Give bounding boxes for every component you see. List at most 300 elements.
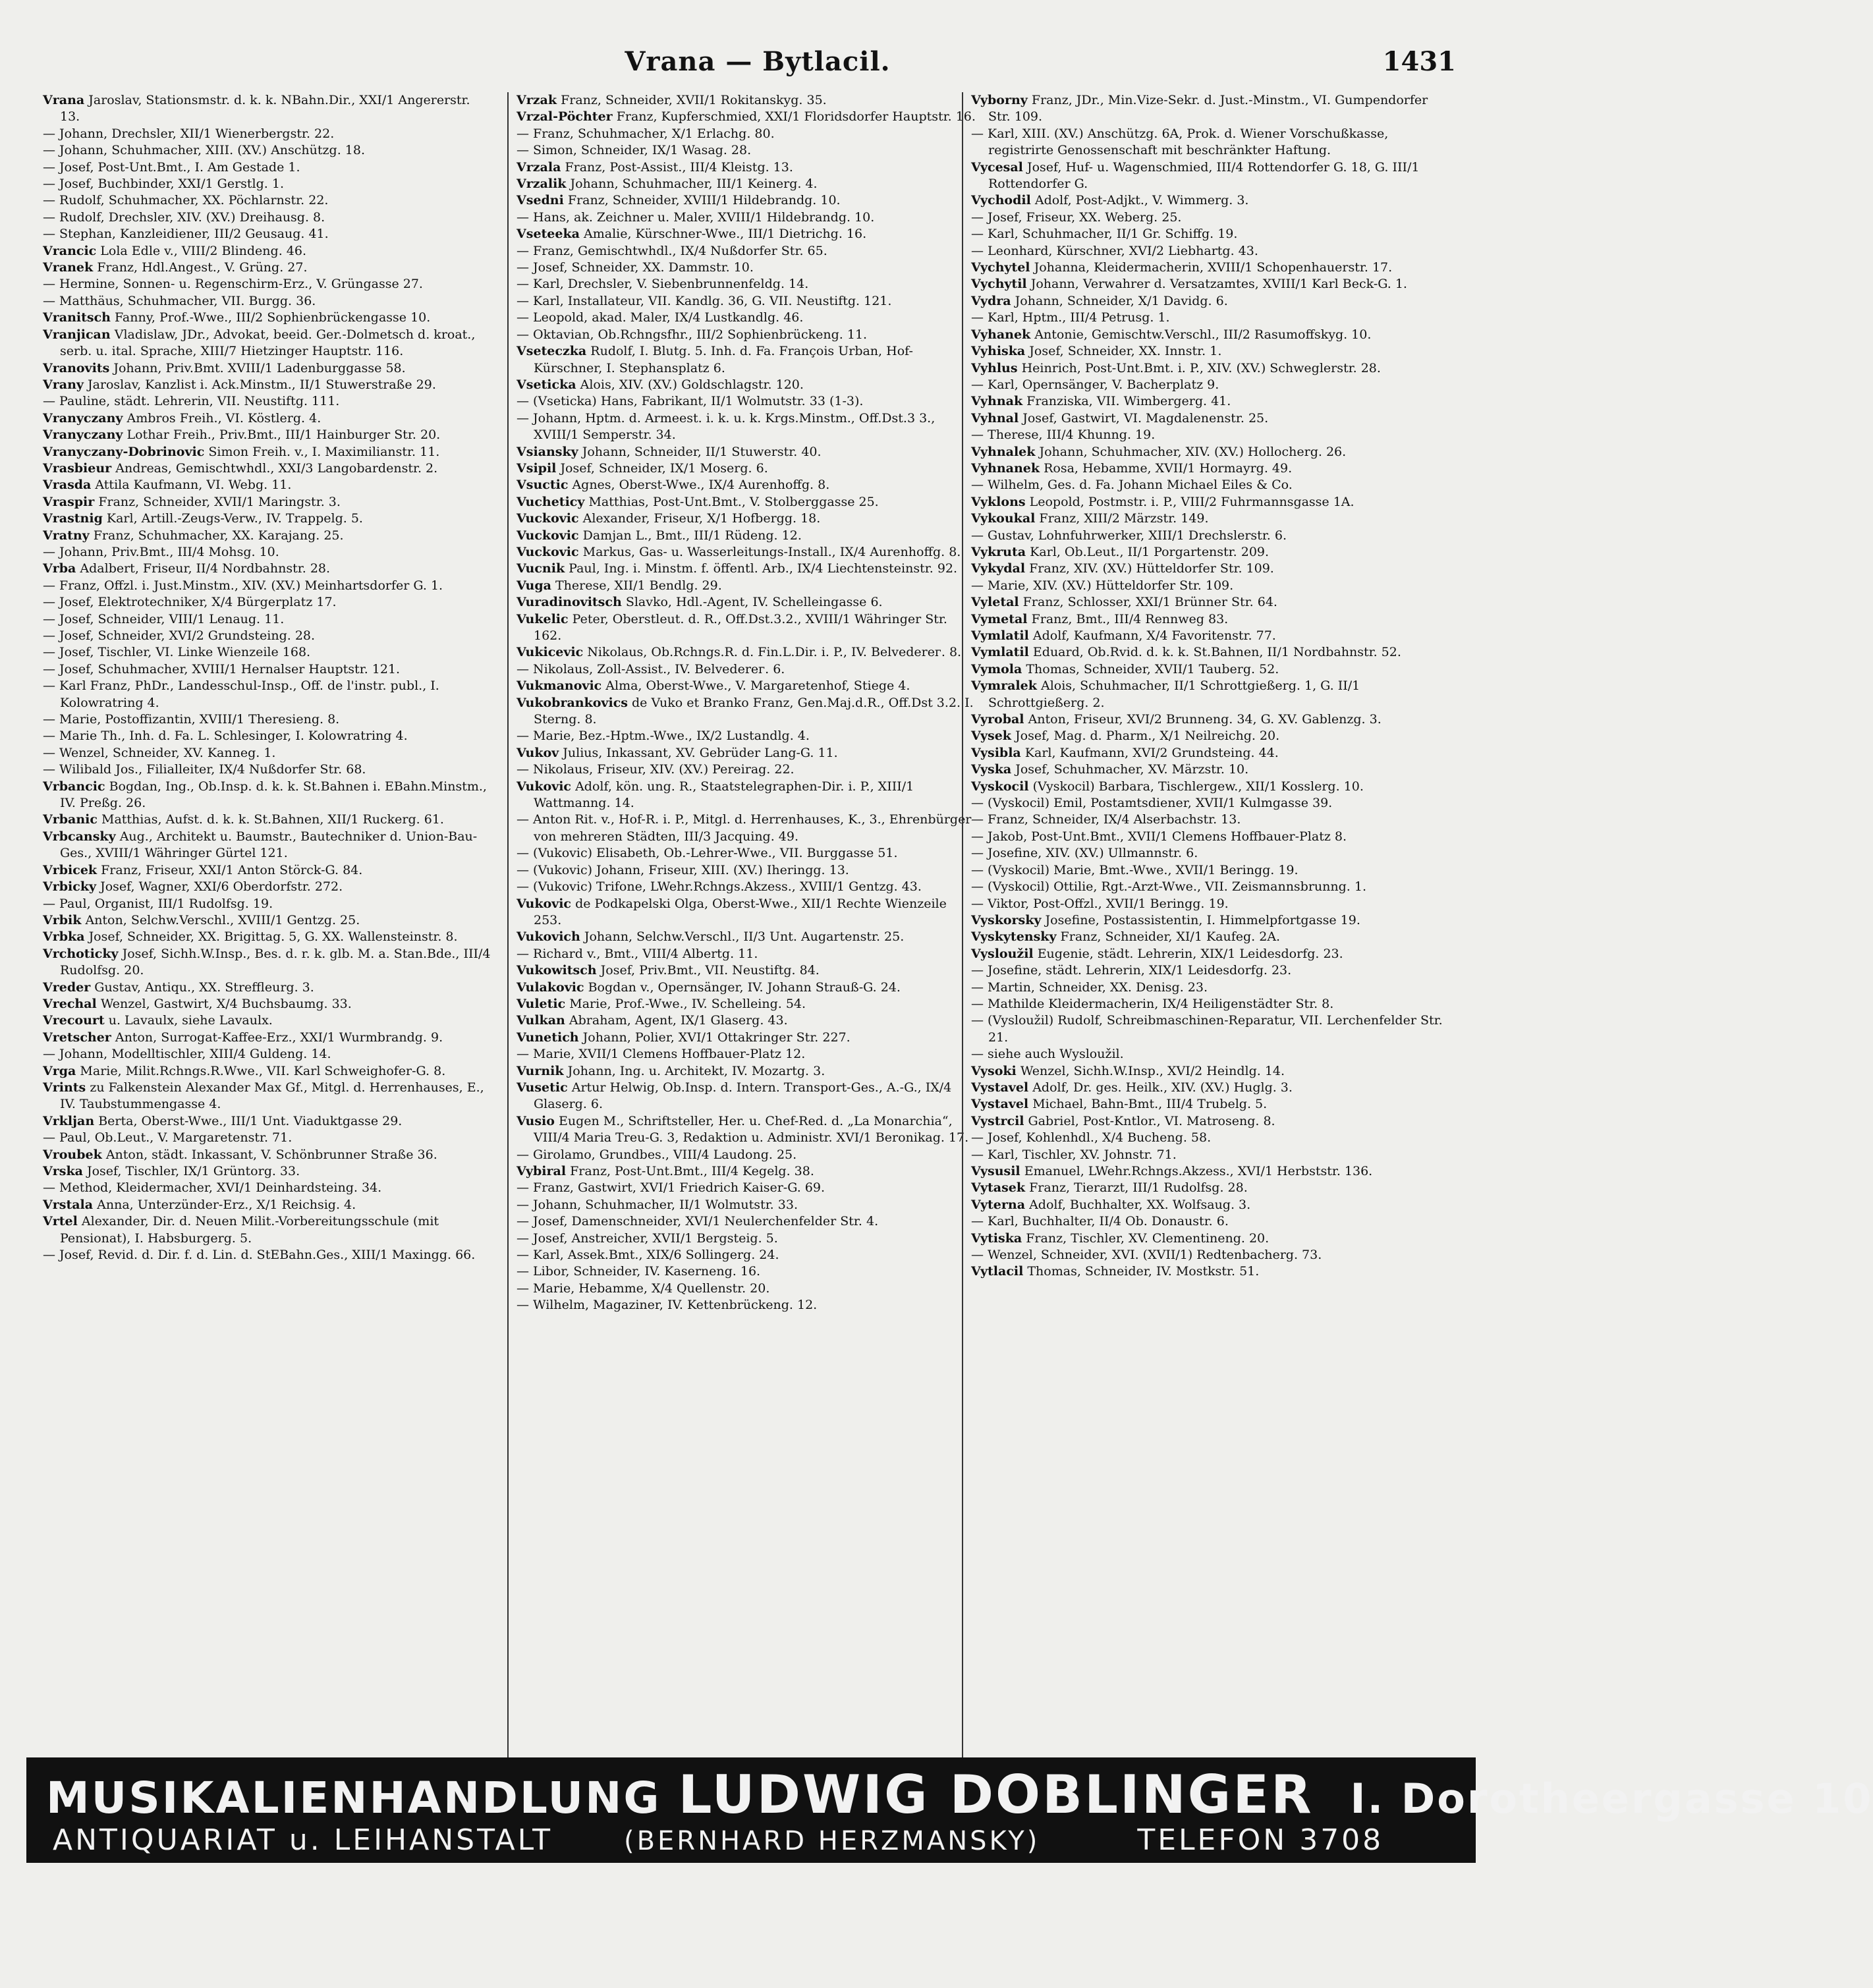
- directory-entry: [517, 109, 978, 125]
- directory-entry: [971, 393, 1452, 410]
- directory-entry: [43, 1197, 491, 1213]
- entry-surname: Vyklons: [971, 494, 1026, 509]
- entry-details: Heinrich, Post-Unt.Bmt. i. P., XIV. (XV.) Schweglerstr. 28.: [1021, 360, 1381, 375]
- entry-details: — Wilhelm, Magaziner, IV. Kettenbrückeng. 12.: [517, 1298, 818, 1313]
- directory-entry: [971, 1180, 1452, 1196]
- directory-entry: [517, 611, 978, 645]
- directory-entry: [43, 377, 491, 393]
- ad-line-1: [46, 1764, 1873, 1825]
- directory-entry: [971, 427, 1452, 443]
- entry-surname: Vyskocil: [971, 779, 1029, 794]
- entry-details: — Wilhelm, Ges. d. Fa. Johann Michael Eiles & Co.: [971, 478, 1293, 493]
- entry-surname: Vuradinovitsch: [517, 595, 622, 610]
- directory-entry: [43, 544, 491, 561]
- directory-entry: [517, 1063, 978, 1080]
- ad-shop-name: LUDWIG DOBLINGER: [678, 1764, 1314, 1825]
- entry-details: — (Vukovic) Trifone, LWehr.Rchngs.Akzess., XVIII/1 Gentzg. 43.: [517, 879, 922, 895]
- entry-details: — Karl, Schuhmacher, II/1 Gr. Schiffg. 19.: [971, 227, 1238, 242]
- page-title: Vrana — Bytlacil.: [625, 46, 891, 77]
- directory-entry: [971, 594, 1452, 611]
- directory-entry: [517, 410, 978, 444]
- entry-surname: Vrbik: [43, 912, 82, 927]
- entry-details: Abraham, Agent, IX/1 Glaserg. 43.: [569, 1013, 788, 1028]
- entry-details: — Marie, XVII/1 Clemens Hoffbauer-Platz 12.: [517, 1047, 806, 1062]
- entry-details: — (Vyskocil) Ottilie, Rgt.-Arzt-Wwe., VII. Zeismannsbrunng. 1.: [971, 879, 1367, 895]
- directory-entry: [43, 528, 491, 544]
- entry-details: — Franz, Schuhmacher, X/1 Erlachg. 80.: [517, 126, 775, 141]
- directory-entry: [517, 845, 978, 862]
- directory-entry: [43, 1113, 491, 1130]
- directory-entry: [517, 561, 978, 577]
- entry-details: — Therese, III/4 Khunng. 19.: [971, 428, 1156, 443]
- entry-details: Eduard, Ob.Rvid. d. k. k. St.Bahnen, II/1 Nordbahnstr. 52.: [1032, 645, 1401, 660]
- directory-entry: [517, 377, 978, 393]
- directory-entry: [517, 678, 978, 694]
- entry-surname: Vulkan: [517, 1013, 565, 1028]
- entry-details: Johann, Ing. u. Architekt, IV. Mozartg. 3.: [567, 1063, 825, 1078]
- directory-entry: [517, 260, 978, 276]
- directory-entry: [517, 343, 978, 377]
- entry-surname: Vrbicky: [43, 879, 97, 895]
- directory-entry: [971, 1230, 1452, 1247]
- entry-surname: Vymetal: [971, 611, 1028, 626]
- entry-details: — Karl, Buchhalter, II/4 Ob. Donaustr. 6.: [971, 1214, 1229, 1229]
- directory-entry: [43, 1012, 491, 1029]
- entry-details: — Josef, Damenschneider, XVI/1 Neulerchenfelder Str. 4.: [517, 1214, 879, 1229]
- directory-entry: [43, 912, 491, 929]
- entry-details: — Nikolaus, Friseur, XIV. (XV.) Pereirag. 22.: [517, 762, 795, 777]
- entry-details: Aug., Architekt u. Baumstr., Bautechniker d. Union-Bau-Ges., XVIII/1 Währinger Gürtel 121.: [60, 829, 478, 861]
- directory-entry: [43, 578, 491, 594]
- entry-details: — Johann, Schuhmacher, XIII. (XV.) Anschützg. 18.: [43, 143, 365, 158]
- directory-entry: [43, 511, 491, 527]
- directory-entry: [517, 1046, 978, 1063]
- entry-details: — Karl, Opernsänger, V. Bacherplatz 9.: [971, 377, 1219, 392]
- directory-entry: [971, 1163, 1452, 1180]
- entry-details: Josef, Schuhmacher, XV. Märzstr. 10.: [1015, 762, 1249, 777]
- directory-entry: [43, 661, 491, 678]
- entry-details: — Josef, Kohlenhdl., X/4 Bucheng. 58.: [971, 1130, 1212, 1146]
- entry-details: — Gustav, Lohnfuhrwerker, XIII/1 Drechslerstr. 6.: [971, 528, 1287, 543]
- directory-entry: [517, 393, 978, 410]
- ad-telephone: TELEFON 3708: [1137, 1823, 1384, 1857]
- directory-entry: [43, 92, 491, 126]
- directory-entry: [517, 578, 978, 594]
- entry-surname: Vreder: [43, 980, 91, 995]
- entry-details: Emanuel, LWehr.Rchngs.Akzess., XVI/1 Herbststr. 136.: [1024, 1164, 1373, 1178]
- directory-entry: [971, 92, 1452, 126]
- directory-entry: [43, 327, 491, 360]
- entry-details: — Leopold, akad. Maler, IX/4 Lustkandlg. 46.: [517, 310, 804, 325]
- entry-details: Johanna, Kleidermacherin, XVIII/1 Schopenhauerstr. 17.: [1034, 260, 1393, 275]
- directory-entry: [971, 929, 1452, 945]
- entry-details: Anton, städt. Inkassant, V. Schönbrunner Straße 36.: [105, 1147, 437, 1162]
- entry-details: Bogdan, Ing., Ob.Insp. d. k. k. St.Bahnen i. EBahn.Minstm., IV. Preßg. 26.: [60, 779, 487, 811]
- entry-surname: Vuga: [517, 578, 551, 593]
- entry-surname: Vyborny: [971, 93, 1028, 107]
- directory-entry: [43, 678, 491, 711]
- directory-entry: [43, 896, 491, 912]
- entry-surname: Vymola: [971, 661, 1022, 676]
- entry-details: Karl, Artill.-Zeugs-Verw., IV. Trappelg. 5.: [106, 511, 363, 526]
- entry-details: — Stephan, Kanzleidiener, III/2 Geusaug. 41.: [43, 227, 329, 242]
- directory-entry: [971, 862, 1452, 879]
- entry-details: Anna, Unterzünder-Erz., X/1 Reichsig. 4.: [97, 1197, 356, 1212]
- entry-surname: Vychytel: [971, 260, 1030, 275]
- entry-details: — Leonhard, Kürschner, XVI/2 Liebhartg. 43.: [971, 243, 1258, 258]
- directory-entry: [971, 192, 1452, 209]
- entry-details: — Josef, Schuhmacher, XVIII/1 Hernalser Hauptstr. 121.: [43, 661, 401, 676]
- entry-surname: Vrtel: [43, 1214, 78, 1229]
- directory-entry: [971, 644, 1452, 661]
- directory-entry: [971, 276, 1452, 292]
- entry-details: — Franz, Gastwirt, XVI/1 Friedrich Kaiser-G. 69.: [517, 1180, 825, 1196]
- entry-details: Eugenie, städt. Lehrerin, XIX/1 Leidesdorfg. 23.: [1037, 946, 1343, 961]
- directory-entry: [43, 980, 491, 996]
- directory-entry: [43, 1046, 491, 1063]
- entry-surname: Vranyczany: [43, 410, 123, 426]
- entry-surname: Vranjican: [43, 327, 111, 342]
- directory-entry: [43, 1163, 491, 1180]
- entry-surname: Vrastnig: [43, 511, 103, 526]
- entry-surname: Vytiska: [971, 1230, 1022, 1246]
- directory-entry: [517, 1163, 978, 1180]
- directory-entry: [43, 1063, 491, 1080]
- entry-surname: Vunetich: [517, 1030, 579, 1045]
- entry-surname: Vrzal-Pöchter: [517, 109, 613, 124]
- entry-details: — Pauline, städt. Lehrerin, VII. Neustiftg. 111.: [43, 394, 340, 409]
- directory-entry: [517, 444, 978, 460]
- directory-entry: [971, 209, 1452, 226]
- directory-entry: [517, 1180, 978, 1196]
- directory-entry: [971, 996, 1452, 1012]
- entry-details: (Vyskocil) Barbara, Tischlergew., XII/1 Kosslerg. 10.: [1032, 779, 1364, 794]
- entry-details: — Wilibald Jos., Filialleiter, IX/4 Nußdorfer Str. 68.: [43, 762, 366, 777]
- entry-details: — Hans, ak. Zeichner u. Maler, XVIII/1 Hildebrandg. 10.: [517, 209, 875, 225]
- directory-entry: [517, 176, 978, 192]
- entry-details: Josef, Mag. d. Pharm., X/1 Neilreichg. 20.: [1015, 729, 1280, 744]
- directory-entry: [43, 310, 491, 326]
- directory-entry: [517, 962, 978, 979]
- directory-entry: [971, 661, 1452, 678]
- entry-surname: Vukelic: [517, 611, 569, 626]
- entry-details: Vladislaw, JDr., Advokat, beeid. Ger.-Dolmetsch d. kroat., serb. u. ital. Sprache, XIII/7 Hietzinger Hauptstr. 116.: [60, 327, 476, 359]
- directory-entry: [517, 1030, 978, 1046]
- directory-entry: [517, 159, 978, 176]
- directory-entry: [971, 879, 1452, 895]
- ad-address: I. Dorotheergasse 10: [1350, 1775, 1873, 1823]
- entry-surname: Vuckovic: [517, 528, 579, 543]
- entry-details: Matthias, Post-Unt.Bmt., V. Stolberggasse 25.: [588, 494, 879, 509]
- directory-entry: [971, 444, 1452, 460]
- ad-owner: (BERNHARD HERZMANSKY): [623, 1826, 1040, 1856]
- entry-surname: Vuletic: [517, 996, 566, 1011]
- directory-entry: [971, 243, 1452, 260]
- directory-entry: [971, 1263, 1452, 1280]
- directory-entry: [971, 1197, 1452, 1213]
- directory-entry: [43, 1147, 491, 1163]
- entry-details: Alois, Schuhmacher, II/1 Schrottgießerg. 1, G. II/1 Schrottgießerg. 2.: [988, 678, 1360, 710]
- directory-entry: [971, 310, 1452, 326]
- directory-entry: [43, 929, 491, 945]
- entry-details: Leopold, Postmstr. i. P., VIII/2 Fuhrmannsgasse 1A.: [1029, 494, 1355, 509]
- entry-details: Rosa, Hebamme, XVII/1 Hormayrg. 49.: [1044, 460, 1293, 476]
- directory-entry: [971, 896, 1452, 912]
- entry-surname: Vymlatil: [971, 645, 1029, 660]
- directory-entry: [971, 126, 1452, 159]
- entry-details: Nikolaus, Ob.Rchngs.R. d. Fin.L.Dir. i. P., IV. Belvederег. 8.: [587, 645, 962, 660]
- entry-details: Adolf, Post-Adjkt., V. Wimmerg. 3.: [1034, 193, 1249, 208]
- directory-entry: [517, 1247, 978, 1263]
- entry-surname: Vyhiska: [971, 344, 1026, 359]
- entry-details: Berta, Oberst-Wwe., III/1 Unt. Viaduktgasse 29.: [98, 1113, 403, 1128]
- directory-entry: [517, 209, 978, 226]
- entry-details: u. Lavaulx, siehe Lavaulx.: [108, 1013, 273, 1028]
- entry-surname: Vystavel: [971, 1097, 1029, 1112]
- entry-details: — Karl, Hptm., III/4 Petrusg. 1.: [971, 310, 1170, 325]
- entry-details: — Franz, Gemischtwhdl., IX/4 Nußdorfer Str. 65.: [517, 243, 827, 258]
- entry-details: Franziska, VII. Wimbergerg. 41.: [1026, 394, 1231, 409]
- directory-entry: [43, 779, 491, 812]
- entry-surname: Vusetic: [517, 1080, 568, 1095]
- entry-details: Franz, Schuhmacher, XX. Karajang. 25.: [93, 528, 344, 543]
- column-1: [43, 92, 491, 1759]
- directory-entry: [971, 477, 1452, 493]
- entry-surname: Vyhanek: [971, 327, 1031, 342]
- directory-entry: [971, 962, 1452, 979]
- entry-details: Adolf, kön. ung. R., Staatstelegraphen-Dir. i. P., XIII/1 Wattmanng. 14.: [534, 779, 914, 811]
- entry-details: Franz, JDr., Min.Vize-Sekr. d. Just.-Minstm., VI. Gumpendorfer Str. 109.: [988, 93, 1428, 124]
- entry-surname: Vrasbieur: [43, 460, 112, 476]
- entry-details: Marie, Milit.Rchngs.R.Wwe., VII. Karl Schweighofer-G. 8.: [80, 1063, 446, 1078]
- entry-surname: Vyhnanek: [971, 460, 1040, 476]
- entry-details: — Simon, Schneider, IX/1 Wasag. 28.: [517, 143, 752, 158]
- entry-surname: Vsipil: [517, 460, 557, 476]
- directory-entry: [43, 946, 491, 980]
- entry-details: — Josefine, XIV. (XV.) Ullmannstr. 6.: [971, 846, 1198, 861]
- directory-entry: [971, 728, 1452, 744]
- entry-surname: Vrska: [43, 1164, 83, 1178]
- directory-entry: [517, 511, 978, 527]
- entry-details: Franz, Schlosser, XXI/1 Brünner Str. 64.: [1022, 595, 1277, 610]
- entry-details: — Wenzel, Schneider, XV. Kanneg. 1.: [43, 745, 276, 760]
- directory-entry: [43, 761, 491, 778]
- directory-entry: [43, 1213, 491, 1247]
- entry-surname: Vymralek: [971, 678, 1037, 694]
- entry-details: Franz, Post-Assist., III/4 Kleistg. 13.: [565, 159, 793, 175]
- entry-surname: Vyskytensky: [971, 929, 1057, 945]
- entry-surname: Vurnik: [517, 1063, 564, 1078]
- entry-surname: Vystrcil: [971, 1113, 1024, 1128]
- directory-entry: [971, 1213, 1452, 1230]
- entry-details: — Josef, Buchbinder, XXI/1 Gerstlg. 1.: [43, 177, 284, 192]
- entry-details: Wenzel, Gastwirt, X/4 Buchsbaumg. 33.: [100, 996, 352, 1011]
- entry-surname: Vuckovic: [517, 511, 579, 526]
- directory-entry: [517, 142, 978, 159]
- entry-details: Marie, Prof.-Wwe., IV. Schelleing. 54.: [569, 996, 806, 1011]
- entry-details: — Johann, Modelltischler, XIII/4 Guldeng. 14.: [43, 1047, 331, 1062]
- entry-details: — Marie, Postoffizantin, XVIII/1 Theresieng. 8.: [43, 712, 340, 727]
- directory-entry: [517, 276, 978, 292]
- entry-details: — siehe auch Wysloužil.: [971, 1047, 1124, 1062]
- entry-details: Eugen M., Schriftsteller, Her. u. Chef-Red. d. „La Monarchia“, VIII/4 Maria Treu-G. 3, Redaktion u. Administr. XVI/1 Beronikag. 17.: [534, 1113, 969, 1146]
- entry-surname: Vratny: [43, 528, 90, 543]
- entry-details: Thomas, Schneider, XVII/1 Tauberg. 52.: [1026, 661, 1279, 676]
- directory-entry: [517, 327, 978, 343]
- directory-entry: [43, 594, 491, 611]
- directory-entry: [43, 260, 491, 276]
- directory-entry: [517, 862, 978, 879]
- entry-surname: Vrany: [43, 377, 84, 392]
- directory-entry: [43, 159, 491, 176]
- entry-surname: Vrbancic: [43, 779, 105, 794]
- directory-entry: [43, 142, 491, 159]
- entry-surname: Vroubek: [43, 1147, 102, 1162]
- entry-surname: Vukowitsch: [517, 963, 597, 978]
- directory-entry: [971, 711, 1452, 728]
- entry-details: Josef, Schneider, XX. Innstr. 1.: [1029, 344, 1222, 359]
- directory-entry: [43, 561, 491, 577]
- page-header: [46, 46, 1469, 86]
- directory-entry: [43, 728, 491, 744]
- directory-entry: [43, 410, 491, 427]
- directory-entry: [971, 829, 1452, 845]
- directory-entry: [517, 494, 978, 511]
- entry-details: Josef, Wagner, XXI/6 Oberdorfstr. 272.: [100, 879, 343, 895]
- entry-surname: Vrecourt: [43, 1013, 105, 1028]
- entry-details: Markus, Gas- u. Wasserleitungs-Install., IX/4 Aurenhoffg. 8.: [582, 544, 961, 559]
- entry-surname: Vykruta: [971, 544, 1026, 559]
- entry-details: — (Vseticka) Hans, Fabrikant, II/1 Wolmutstr. 33 (1-3).: [517, 394, 864, 409]
- entry-surname: Vukicevic: [517, 645, 584, 660]
- directory-entry: [971, 845, 1452, 862]
- entry-details: Therese, XII/1 Bendlg. 29.: [555, 578, 722, 593]
- directory-entry: [971, 159, 1452, 193]
- directory-entry: [517, 745, 978, 761]
- entry-details: Adolf, Dr. ges. Heilk., XIV. (XV.) Huglg. 3.: [1032, 1080, 1293, 1095]
- entry-surname: Vycesal: [971, 159, 1023, 175]
- directory-entry: [517, 695, 978, 729]
- entry-details: Josef, Huf- u. Wagenschmied, III/4 Rottendorfer G. 18, G. III/1 Rottendorfer G.: [988, 159, 1420, 192]
- entry-details: Artur Helwig, Ob.Insp. d. Intern. Transport-Ges., A.-G., IX/4 Glaserg. 6.: [534, 1080, 952, 1112]
- entry-details: Johann, Verwahrer d. Versatzamtes, XVIII/1 Karl Beck-G. 1.: [1030, 277, 1407, 292]
- entry-details: — Hermine, Sonnen- u. Regenschirm-Erz., V. Grüngasse 27.: [43, 277, 423, 292]
- page-number: 1431: [1382, 46, 1456, 77]
- entry-details: — Rudolf, Schuhmacher, XX. Pöchlarnstr. 22.: [43, 193, 329, 208]
- entry-surname: Vyskorsky: [971, 912, 1042, 927]
- directory-entry: [517, 1297, 978, 1313]
- entry-details: Franz, Schneider, XVII/1 Rokitanskyg. 35.: [561, 93, 827, 107]
- directory-entry: [43, 494, 491, 511]
- directory-entry: [43, 1080, 491, 1113]
- directory-entry: [517, 192, 978, 209]
- entry-details: Agnes, Oberst-Wwe., IX/4 Aurenhoffg. 8.: [572, 478, 830, 493]
- entry-surname: Vranek: [43, 260, 94, 275]
- directory-entry: [517, 126, 978, 142]
- entry-details: Wenzel, Sichh.W.Insp., XVI/2 Heindlg. 14.: [1020, 1063, 1285, 1078]
- directory-entry: [43, 460, 491, 477]
- entry-details: Matthias, Aufst. d. k. k. St.Bahnen, XII/1 Ruckerg. 61.: [101, 812, 444, 827]
- entry-surname: Vrancic: [43, 243, 97, 258]
- entry-details: — Anton Rit. v., Hof-R. i. P., Mitgl. d. Herrenhauses, K., 3., Ehrenbürger von mehreren Städten, III/3 Jacquing. 49.: [517, 812, 972, 844]
- directory-entry: [517, 226, 978, 242]
- entry-surname: Vrzalik: [517, 177, 567, 192]
- entry-surname: Vukov: [517, 745, 559, 760]
- entry-details: — Girolamo, Grundbes., VIII/4 Laudong. 25.: [517, 1147, 797, 1162]
- entry-surname: Vusio: [517, 1113, 555, 1128]
- entry-details: Johann, Schuhmacher, XIV. (XV.) Hollocherg. 26.: [1039, 444, 1347, 459]
- entry-details: — Karl, XIII. (XV.) Anschützg. 6A, Prok. d. Wiener Vorschußkasse, registrirte Genossenschaft mit beschränkter Haftung.: [971, 126, 1389, 158]
- directory-entry: [517, 812, 978, 845]
- directory-entry: [517, 460, 978, 477]
- directory-entry: [43, 1030, 491, 1046]
- entry-surname: Vranitsch: [43, 310, 111, 325]
- advertisement-banner: [26, 1757, 1873, 1863]
- entry-details: zu Falkenstein Alexander Max Gf., Mitgl. d. Herrenhauses, E., IV. Taubstummengasse 4.: [60, 1080, 484, 1112]
- entry-surname: Vyhnal: [971, 410, 1019, 426]
- directory-entry: [971, 528, 1452, 544]
- directory-entry: [43, 126, 491, 142]
- entry-details: Franz, Friseur, XXI/1 Anton Störck-G. 84.: [101, 862, 363, 877]
- entry-surname: Vseteeka: [517, 227, 580, 242]
- entry-surname: Vucnik: [517, 561, 565, 576]
- entry-details: de Vuko et Branko Franz, Gen.Maj.d.R., Off.Dst 3.2. I. Sterng. 8.: [534, 695, 974, 727]
- ad-shop-type: MUSIKALIENHANDLUNG: [46, 1773, 661, 1823]
- directory-entry: [43, 829, 491, 862]
- entry-details: Franz, Bmt., III/4 Rennweg 83.: [1031, 611, 1229, 626]
- entry-details: — Josef, Elektrotechniker, X/4 Bürgerplatz 17.: [43, 595, 337, 610]
- entry-surname: Vychodil: [971, 193, 1031, 208]
- directory-entry: [971, 1063, 1452, 1080]
- entry-surname: Vyhnak: [971, 394, 1023, 409]
- entry-details: — Jakob, Post-Unt.Bmt., XVII/1 Clemens Hoffbauer-Platz 8.: [971, 829, 1347, 844]
- entry-details: — Richard v., Bmt., VIII/4 Albertg. 11.: [517, 946, 758, 961]
- entry-details: — Libor, Schneider, IV. Kaserneng. 16.: [517, 1264, 761, 1279]
- directory-entry: [971, 494, 1452, 511]
- entry-surname: Vrbka: [43, 929, 85, 945]
- entry-details: — Paul, Ob.Leut., V. Margaretenstr. 71.: [43, 1130, 293, 1146]
- directory-entry: [517, 761, 978, 778]
- entry-details: — Mathilde Kleidermacherin, IX/4 Heiligenstädter Str. 8.: [971, 996, 1334, 1011]
- ad-line-2: [53, 1823, 1384, 1857]
- directory-entry: [43, 862, 491, 879]
- entry-details: — Josef, Schneider, XVI/2 Grundsteing. 28.: [43, 628, 316, 643]
- entry-details: Rudolf, I. Blutg. 5. Inh. d. Fa. François Urban, Hof-Kürschner, I. Stephansplatz 6.: [534, 344, 913, 375]
- entry-details: Franz, Tischler, XV. Clementineng. 20.: [1026, 1230, 1270, 1246]
- directory-entry: [43, 812, 491, 828]
- directory-entry: [971, 1113, 1452, 1130]
- directory-entry: [517, 1281, 978, 1297]
- entry-surname: Vydra: [971, 293, 1011, 308]
- entry-details: — Johann, Schuhmacher, II/1 Wolmutstr. 33.: [517, 1197, 798, 1212]
- entry-details: Bogdan v., Opernsänger, IV. Johann Strauß-G. 24.: [588, 980, 901, 995]
- entry-details: Alexander, Friseur, X/1 Hofbergg. 18.: [582, 511, 821, 526]
- directory-entry: [517, 1147, 978, 1163]
- entry-details: Franz, Hdl.Angest., V. Grüng. 27.: [97, 260, 308, 275]
- directory-entry: [43, 192, 491, 209]
- entry-details: Jaroslav, Stationsmstr. d. k. k. NBahn.Dir., XXI/1 Angererstr. 13.: [60, 93, 470, 124]
- directory-entry: [517, 92, 978, 109]
- entry-surname: Vybiral: [517, 1164, 567, 1178]
- entry-details: — Martin, Schneider, XX. Denisg. 23.: [971, 980, 1208, 995]
- entry-details: Anton, Surrogat-Kaffee-Erz., XXI/1 Wurmbrandg. 9.: [115, 1030, 443, 1045]
- entry-details: — Franz, Schneider, IX/4 Alserbachstr. 13.: [971, 812, 1241, 827]
- directory-entry: [43, 176, 491, 192]
- directory-entry: [517, 310, 978, 326]
- entry-details: — Marie, Bez.-Hptm.-Wwe., IX/2 Lustandlg. 4.: [517, 729, 810, 744]
- directory-entry: [43, 879, 491, 895]
- entry-surname: Vseteczka: [517, 344, 587, 359]
